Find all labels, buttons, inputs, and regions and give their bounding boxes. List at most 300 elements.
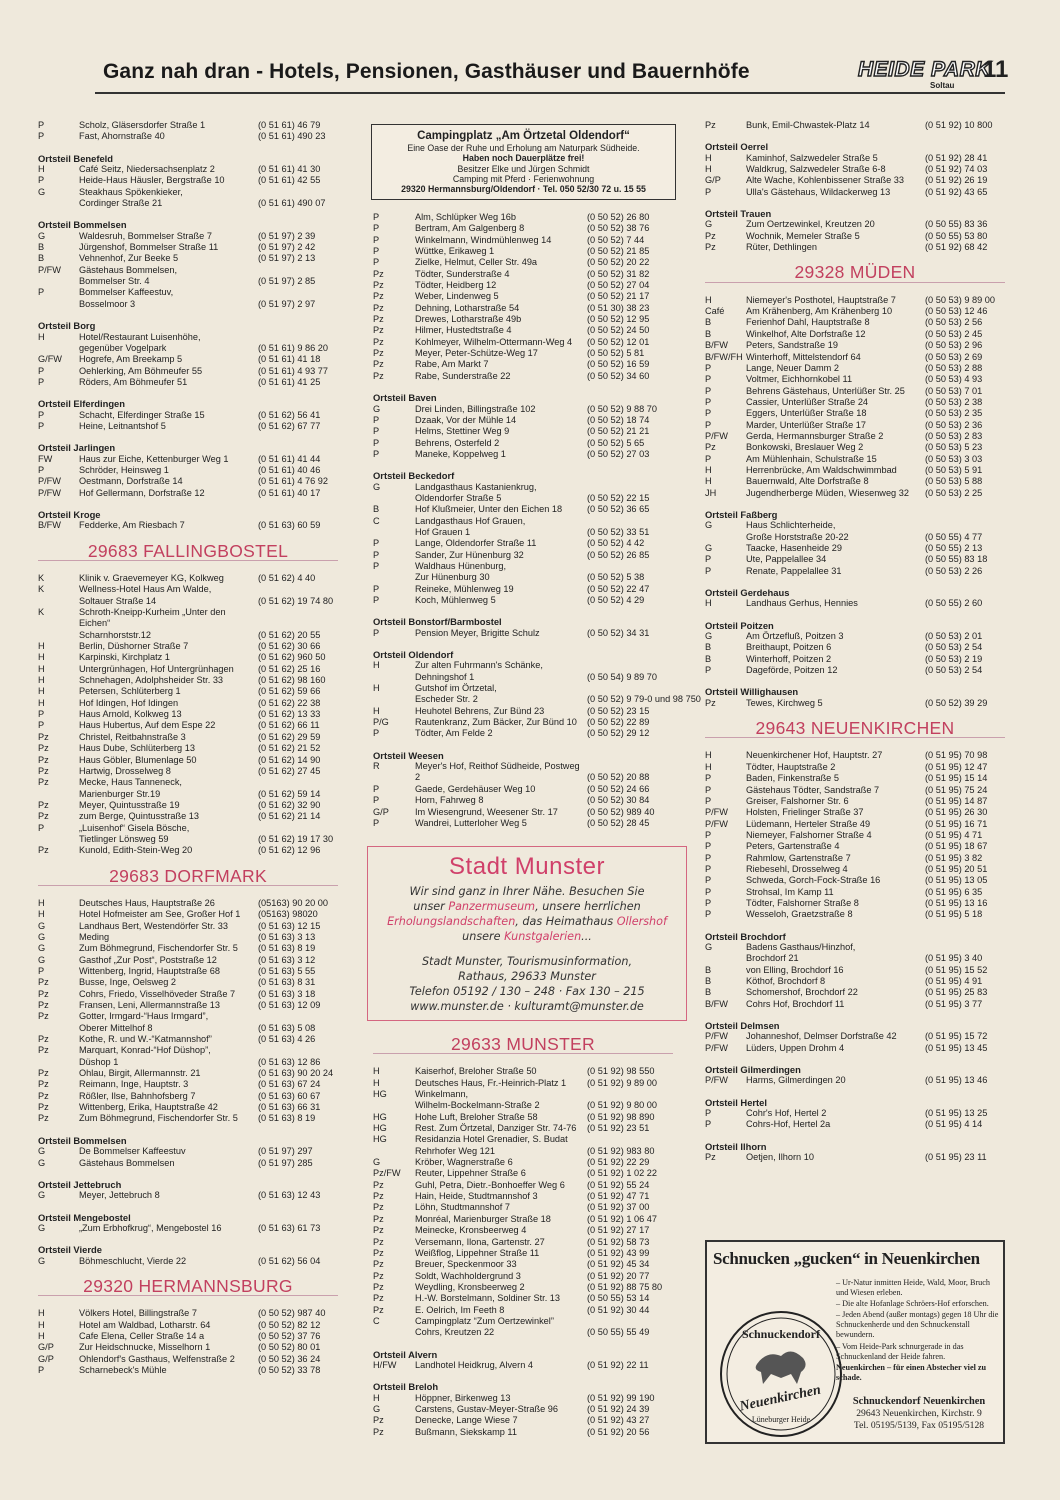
listing-phone: (0 50 52) 4 29: [587, 595, 645, 605]
listing-type: P: [705, 554, 712, 565]
schnucken-footer-address: 29643 Neuenkirchen, Kirchstr. 9: [856, 1408, 982, 1419]
listing-type: P: [705, 565, 712, 576]
district-heading: Ortsteil Poitzen: [705, 619, 774, 631]
listing-type: P: [705, 852, 712, 863]
listing-name: Denecke, Lange Wiese 7: [415, 1415, 518, 1426]
listing-row: [38, 120, 338, 131]
listing-name: Zur alten Fuhrmann's Schänke, Dehningshof 1: [415, 660, 543, 682]
listing-phone: (0 51 63) 8 19: [258, 1113, 316, 1124]
listing-name: zum Berge, Quintusstraße 13: [79, 811, 200, 822]
listing-type: H: [705, 164, 712, 175]
listing-phone: (0 51 95) 20 51: [925, 863, 988, 874]
listing-phone: (0 50 52) 28 45: [587, 817, 650, 828]
listing-phone: (0 50 53) 9 89 00: [925, 294, 995, 305]
listing-column-1: [38, 120, 338, 1376]
listing-name: Am Mühlenhain, Schulstraße 15: [746, 453, 877, 464]
listing-row: [705, 698, 1005, 709]
listing-phone: (0 51 30) 38 23: [587, 302, 650, 313]
listing-row: [373, 1112, 673, 1123]
listing-type: Pz: [705, 442, 716, 453]
listing-name: Karpinski, Kirchplatz 1: [79, 652, 170, 663]
listing-name: Breuer, Speckenmoor 33: [415, 1259, 517, 1270]
listing-type: B: [705, 987, 712, 998]
listing-row: [373, 1089, 673, 1112]
listing-name: „Zum Erbhofkrug“, Mengebostel 16: [79, 1222, 222, 1233]
listing-type: Pz: [373, 1415, 384, 1426]
listing-row: [705, 454, 1005, 465]
listing-type: Pz: [705, 1152, 716, 1163]
listing-name: Cafe Elena, Celler Straße 14 a: [79, 1330, 205, 1341]
listing-name: Carstens, Gustav-Meyer-Straße 96: [415, 1403, 558, 1414]
campingplatz-line: Eine Oase der Ruhe und Erholung am Naturpark Südheide.: [407, 143, 640, 153]
listing-name: Winkelmann, Windmühlenweg 14: [415, 234, 552, 245]
listing-row: [38, 175, 338, 186]
listing-row: [38, 1011, 338, 1034]
listing-type: B: [705, 653, 712, 664]
listing-row: [705, 1119, 1005, 1130]
listing-name: Schröder, Heinsweg 1: [79, 464, 169, 475]
listing-type: P: [705, 829, 712, 840]
listing-row: [373, 728, 673, 739]
listing-name: Waldhaus Hünenburg, Zur Hünenburg 30: [415, 560, 507, 583]
listing-phone: (0 51 61) 490 07: [258, 198, 326, 209]
listing-type: P: [705, 795, 712, 806]
listing-name: Haus zur Eiche, Kettenburger Weg 1: [79, 453, 229, 464]
listing-phone: (0 50 52) 26 85: [587, 549, 650, 560]
listing-phone: (0 50 53) 2 26: [925, 565, 983, 576]
listing-row: [705, 306, 1005, 317]
listing-phone: (0 50 53) 2 88: [925, 362, 983, 373]
listing-type: G: [373, 481, 381, 492]
listing-name: Weydling, Kronsbeerweg 2: [415, 1281, 525, 1292]
listing-name: Zur Heidschnucke, Misselhorn 1: [79, 1342, 211, 1353]
listing-name: Marder, Unterlüßer Straße 17: [746, 419, 866, 430]
listing-row: [705, 329, 1005, 340]
listing-row: [373, 223, 673, 234]
district-heading: Ortsteil Bonstorf/Barmbostel: [373, 616, 502, 628]
listing-type: H: [38, 331, 45, 342]
listing-type: P: [705, 408, 712, 419]
listing-row: [705, 340, 1005, 351]
listing-phone: (0 50 52) 31 82: [587, 268, 650, 279]
listing-type: P/FW: [705, 1042, 728, 1053]
listing-phone: (0 50 55) 2 13: [925, 543, 983, 553]
listing-type: P: [373, 257, 380, 268]
listing-name: Monréal, Marienburger Straße 18: [415, 1213, 551, 1224]
listing-row: [38, 231, 338, 242]
listing-name: Petersen, Schlüterberg 1: [79, 686, 181, 697]
listing-type: P: [373, 627, 380, 638]
listing-name: Campingplatz “Zum Oertzewinkel” Cohrs, Kreutzen 22: [415, 1315, 554, 1338]
listing-type: P: [373, 538, 380, 549]
listing-phone: (0 51 92) 1 02 22: [587, 1168, 657, 1179]
listing-row: [373, 1282, 673, 1293]
listing-phone: (0 50 55) 53 80: [925, 230, 988, 241]
listing-name: „Luisenhof“ Gisela Bösche, Tietlinger Lönsweg 59: [79, 822, 190, 844]
listing-type: P: [705, 385, 712, 396]
listing-type: Pz: [38, 1045, 49, 1056]
listing-row: [705, 120, 1005, 131]
listing-phone: (0 51 62) 98 160: [258, 675, 326, 686]
district-heading: Ortsteil Beckedorf: [373, 470, 455, 482]
listing-row: [705, 965, 1005, 976]
listing-name: Weber, Lindenweg 5: [415, 291, 499, 302]
ad-line: [368, 884, 686, 899]
listing-type: Pz: [38, 1000, 49, 1011]
listing-phone: (0 51 61) 490 23: [258, 131, 326, 142]
ad-text: unsere: [462, 930, 505, 943]
district-heading: Ortsteil Oldendorf: [373, 649, 454, 661]
listing-type: G/P: [38, 1353, 54, 1364]
listing-type: JH: [705, 487, 717, 498]
listing-phone: (0 50 53) 2 38: [925, 396, 983, 407]
listing-type: P: [705, 875, 712, 886]
listing-row: [373, 1168, 673, 1179]
listing-row: [38, 720, 338, 731]
listing-name: Tödter, Hauptstraße 2: [746, 761, 836, 772]
listing-type: P: [373, 817, 380, 828]
listing-row: [705, 397, 1005, 408]
listing-name: Deutsches Haus, Hauptstraße 26: [79, 897, 215, 908]
listing-phone: (0 51 97) 2 85: [258, 276, 316, 287]
listing-row: [38, 410, 338, 421]
listing-name: Cohrs Hof, Brochdorf 11: [746, 998, 845, 1009]
listing-name: Hof Klußmeier, Unter den Eichen 18: [415, 504, 563, 515]
listing-phone: (0 51 97) 297: [258, 1146, 313, 1157]
listing-row: [705, 442, 1005, 453]
listing-name: Jugendherberge Müden, Wiesenweg 32: [746, 487, 909, 498]
listing-name: Taacke, Hasenheide 29: [746, 543, 843, 553]
listing-type: P/FW: [38, 487, 61, 498]
listing-type: H: [373, 1066, 380, 1077]
listing-name: Ute, Pappelallee 34: [746, 554, 827, 565]
listing-type: Pz: [373, 314, 384, 325]
listing-name: Kohlmeyer, Wilhelm-Ottermann-Weg 4: [415, 336, 573, 347]
district-heading: Ortsteil Ilhorn: [705, 1140, 767, 1152]
listing-row: [705, 554, 1005, 565]
listing-name: Tewes, Kirchweg 5: [746, 697, 823, 708]
listing-name: Haus Arnold, Kolkweg 13: [79, 709, 182, 720]
listing-type: B: [38, 253, 45, 264]
listing-phone: (0 50 53) 3 03: [925, 453, 983, 464]
listing-phone: (0 51 95) 4 91: [925, 976, 983, 986]
listing-name: Tödter, Am Felde 2: [415, 728, 493, 739]
listing-type: H: [38, 909, 45, 920]
listing-type: P: [38, 966, 45, 976]
listing-row: [705, 231, 1005, 242]
ad-text: , unsere herrlichen: [535, 900, 641, 913]
listing-phone: (0 51 62) 32 90: [258, 799, 321, 810]
listing-row: [38, 675, 338, 686]
listing-phone: (0 51 63) 3 13: [258, 931, 316, 942]
listing-row: [705, 642, 1005, 653]
listing-phone: (0 50 52) 5 65: [587, 437, 645, 448]
listing-name: Meding: [79, 931, 110, 942]
listing-type: Pz: [373, 348, 384, 359]
listing-type: P/FW: [705, 1075, 728, 1086]
listing-name: Soldt, Wachholdergrund 3: [415, 1270, 521, 1281]
listing-type: G/P: [705, 175, 721, 186]
listing-phone: (0 51 63) 12 15: [258, 920, 321, 931]
city-heading: 29683 FALLINGBOSTEL: [38, 546, 338, 561]
listing-row: [38, 573, 338, 584]
listing-name: Schroth-Kneipp-Kurheim „Unter den Eichen“ Scharnhorststr.12: [79, 607, 226, 640]
listing-phone: (0 50 52) 33 51: [587, 526, 650, 537]
listing-row: [705, 976, 1005, 987]
listing-phone: (0 51 95) 15 14: [925, 773, 988, 784]
listing-name: Gotter, Irmgard-“Haus Irmgard”, Oberer Mittelhof 8: [79, 1011, 209, 1033]
listing-name: Oehlerking, Am Böhmeufer 55: [79, 365, 203, 376]
listing-phone: (0 51 62) 4 40: [258, 573, 316, 583]
listing-row: [38, 607, 338, 641]
listing-phone: (0 51 92) 28 41: [925, 152, 988, 163]
listing-name: Wellness-Hotel Haus Am Walde, Soltauer Straße 14: [79, 584, 212, 606]
listing-name: Rößler, Ilse, Bahnhofsberg 7: [79, 1090, 196, 1101]
listing-phone: (0 51 62) 30 66: [258, 641, 321, 652]
listing-row: [705, 242, 1005, 253]
listing-type: P: [38, 1364, 45, 1375]
campingplatz-title: Campingplatz „Am Örtzetal Oldendorf“: [417, 130, 630, 142]
listing-row: [373, 561, 673, 584]
listing-row: [373, 1180, 673, 1191]
listing-type: G/P: [373, 806, 389, 817]
listing-type: K: [38, 573, 45, 583]
listing-phone: (0 50 52) 5 38: [587, 572, 645, 583]
listing-row: [38, 966, 338, 977]
logo-subtext: Soltau: [930, 81, 955, 90]
listing-phone: (0 51 62) 21 52: [258, 743, 321, 754]
listing-row: [373, 291, 673, 302]
district-heading: Ortsteil Alvern: [373, 1348, 438, 1360]
listing-type: H: [38, 1330, 45, 1341]
ad-text: Wir sind ganz in Ihrer Nähe. Besuchen Sie: [409, 885, 645, 898]
listing-name: Residanzia Hotel Grenadier, S. Budat Rehrhofer Weg 121: [415, 1134, 568, 1156]
listing-type: Pz: [373, 291, 384, 302]
listing-phone: (0 51 97) 2 97: [258, 298, 316, 309]
listing-row: [373, 1202, 673, 1213]
listing-type: Pz: [705, 230, 716, 241]
listing-name: Gästehaus Bommelsen: [79, 1157, 175, 1168]
listing-type: P: [705, 362, 712, 373]
listing-type: Pz: [373, 1304, 384, 1315]
listing-phone: (0 51 92) 9 89 00: [587, 1077, 657, 1088]
listing-name: Reuter, Lippehner Straße 6: [415, 1168, 526, 1179]
listing-name: Drei Linden, Billingstraße 102: [415, 403, 536, 414]
listing-phone: (0 51 92) 9 80 00: [587, 1100, 657, 1111]
listing-name: Hogrefe, Am Breekamp 5: [79, 354, 183, 365]
listing-phone: (0 50 52) 26 80: [587, 212, 650, 222]
listing-phone: (0 50 53) 2 25: [925, 487, 983, 498]
listing-row: [373, 550, 673, 561]
district-heading: Ortsteil Brochdorf: [705, 930, 786, 942]
schnucken-bullet: – Jeden Abend (außer montags) gegen 18 Uhr die Schnuckenherde und den Schnuckenstall bewundern.: [836, 1310, 999, 1340]
listing-phone: (0 50 53) 2 83: [925, 430, 983, 441]
listing-type: P: [373, 728, 380, 739]
listing-phone: (0 50 55) 4 77: [925, 531, 983, 542]
listing-phone: (0 51 92) 20 56: [587, 1426, 650, 1437]
listing-type: G: [38, 186, 46, 197]
listing-phone: (0 51 62) 25 16: [258, 663, 321, 674]
listing-name: Bußmann, Siekskamp 11: [415, 1426, 517, 1437]
listing-name: Riebesehl, Drosselweg 4: [746, 863, 848, 874]
listing-phone: (0 51 95) 15 52: [925, 964, 988, 975]
listing-row: [705, 295, 1005, 306]
listing-row: [38, 131, 338, 142]
listing-type: P: [373, 549, 380, 560]
listing-row: [38, 1091, 338, 1102]
listing-row: [373, 538, 673, 549]
district-heading: Ortsteil Kroge: [38, 508, 101, 520]
listing-type: H: [38, 652, 45, 663]
ad-web[interactable]: www.munster.de · kulturamt@munster.de: [410, 1000, 644, 1013]
listing-type: H: [705, 476, 712, 487]
listing-phone: (0 51 61) 9 86 20: [258, 342, 328, 353]
listing-name: Reineke, Mühlenweg 19: [415, 583, 514, 594]
listing-row: [38, 287, 338, 310]
listing-phone: (0 50 53) 2 35: [925, 408, 983, 419]
listing-phone: (0 51 61) 41 25: [258, 376, 321, 387]
listing-row: [705, 431, 1005, 442]
listing-row: [38, 1190, 338, 1201]
page-number: 11: [983, 56, 1009, 83]
listing-phone: (0 50 52) 22 15: [587, 492, 650, 503]
listing-name: Behrens Gästehaus, Unterlüßer Str. 25: [746, 385, 905, 396]
listing-name: Zum Böhmegrund, Fischendorfer Str. 5: [79, 943, 238, 954]
listing-name: Marquart, Konrad-“Hof Düshop”, Düshop 1: [79, 1045, 211, 1067]
listing-row: [38, 488, 338, 499]
listing-name: Ohlau, Birgit, Allermannstr. 21: [79, 1068, 201, 1079]
listing-type: Pz: [373, 1293, 384, 1304]
city-heading: 29320 HERMANNSBURG: [38, 1281, 338, 1296]
listing-name: Klinik v. Graevemeyer KG, Kolkweg: [79, 573, 224, 583]
listing-row: [38, 421, 338, 432]
listing-type: P: [38, 420, 45, 431]
listing-row: [38, 332, 338, 355]
listing-name: De Bommelser Kaffeestuv: [79, 1146, 186, 1157]
listing-phone: (0 51 92) 43 27: [587, 1415, 650, 1426]
listing-name: Kröber, Wagnerstraße 6: [415, 1157, 513, 1168]
listing-phone: (0 51 62) 59 66: [258, 686, 321, 697]
district-heading: Ortsteil Baven: [373, 392, 437, 404]
listing-name: Am Örtzefluß, Poitzen 3: [746, 631, 844, 642]
listing-phone: (0 51 62) 20 55: [258, 629, 321, 640]
listing-row: [373, 1191, 673, 1202]
listing-phone: (0 51 92) 1 06 47: [587, 1213, 657, 1224]
listing-phone: (0 51 63) 8 31: [258, 977, 316, 988]
ad-highlight: Panzermuseum: [448, 900, 536, 913]
listing-name: Dzaak, Vor der Mühle 14: [415, 414, 517, 425]
listing-type: G: [705, 631, 713, 642]
city-heading: 29328 MÜDEN: [705, 267, 1005, 282]
listing-row: [373, 1293, 673, 1304]
listing-row: [38, 652, 338, 663]
listing-row: [705, 654, 1005, 665]
listing-row: [38, 1079, 338, 1090]
listing-row: [705, 773, 1005, 784]
listing-row: [373, 1237, 673, 1248]
listing-row: [38, 800, 338, 811]
listing-phone: (0 51 97) 285: [258, 1157, 313, 1168]
listing-phone: (0 51 95) 25 83: [925, 987, 988, 998]
listing-row: [373, 584, 673, 595]
listing-name: Rabe, Sunderstraße 22: [415, 370, 511, 381]
listing-phone: (0 50 53) 2 69: [925, 351, 983, 362]
listing-row: [373, 1305, 673, 1316]
listing-type: B: [705, 964, 712, 975]
listing-type: FW: [38, 453, 53, 464]
listing-type: Pz: [38, 799, 49, 810]
listing-type: HG: [373, 1134, 387, 1145]
listing-type: Pz: [38, 765, 49, 776]
listing-name: Hotel Hofmeister am See, Großer Hof 1: [79, 909, 241, 920]
listing-phone: (0 51 61) 41 44: [258, 453, 321, 464]
listing-row: [38, 1034, 338, 1045]
listing-name: Landhaus Bert, Westendörfer Str. 33: [79, 920, 228, 931]
listing-name: Bonkowski, Breslauer Weg 2: [746, 442, 864, 453]
listing-type: Pz: [373, 325, 384, 336]
listing-type: P: [38, 376, 45, 387]
listing-phone: (0 51 63) 66 31: [258, 1102, 321, 1113]
listing-name: Vehnenhof, Zur Beeke 5: [79, 253, 179, 264]
listing-row: [373, 1066, 673, 1077]
listing-row: [705, 909, 1005, 920]
listing-name: Wochnik, Memeler Straße 5: [746, 230, 860, 241]
listing-row: [705, 566, 1005, 577]
listing-phone: (0 50 52) 24 66: [587, 783, 650, 794]
listing-type: H/FW: [373, 1359, 397, 1370]
logo-text: HEIDE PARK: [858, 58, 991, 81]
listing-row: [373, 706, 673, 717]
listing-name: Oestmann, Dorfstraße 14: [79, 476, 183, 487]
listing-type: H: [373, 683, 380, 694]
listing-phone: (0 50 52) 30 84: [587, 795, 650, 806]
listing-type: P: [373, 223, 380, 234]
listing-name: Alte Wache, Kohlenbissener Straße 33: [746, 175, 904, 186]
ad-line: [368, 929, 686, 944]
listing-row: [705, 488, 1005, 499]
listing-row: [38, 520, 338, 531]
listing-name: Lüdemann, Herteler Straße 49: [746, 818, 871, 829]
listing-column-2: [373, 212, 701, 829]
listing-row: [373, 1427, 673, 1438]
listing-phone: (0 50 53) 2 45: [925, 328, 983, 339]
listing-row: [38, 845, 338, 856]
listing-row: [373, 415, 673, 426]
listing-row: [38, 1158, 338, 1169]
listing-phone: (0 50 53) 12 46: [925, 306, 988, 317]
listing-row: [373, 1123, 673, 1134]
listing-row: [373, 1404, 673, 1415]
listing-phone: (0 51 61) 40 46: [258, 464, 321, 475]
listing-name: Herrenbrücke, Am Waldschwimmbad: [746, 464, 897, 475]
listing-phone: (0 51 63) 3 12: [258, 954, 316, 965]
listing-phone: (0 51 61) 42 55: [258, 175, 321, 186]
listing-row: [373, 660, 673, 683]
listing-name: Landgasthaus Kastanienkrug, Oldendorfer Straße 5: [415, 481, 537, 503]
city-heading: 29643 NEUENKIRCHEN: [705, 723, 1005, 738]
listing-type: Pz: [373, 302, 384, 313]
listing-phone: (0 51 63) 60 67: [258, 1090, 321, 1101]
listing-name: Steakhaus Spökenkieker, Cordinger Straße 21: [79, 186, 183, 209]
listing-type: K: [38, 584, 45, 595]
listing-phone: (0 50 53) 2 19: [925, 653, 983, 664]
city-heading: 29633 MUNSTER: [373, 1039, 673, 1054]
listing-type: P: [38, 120, 45, 130]
listing-phone: (0 51 62) 27 45: [258, 765, 321, 776]
listing-phone: (0 51 95) 14 87: [925, 795, 988, 806]
listing-phone: (0 50 52) 12 95: [587, 314, 650, 325]
listing-type: H: [38, 641, 45, 652]
